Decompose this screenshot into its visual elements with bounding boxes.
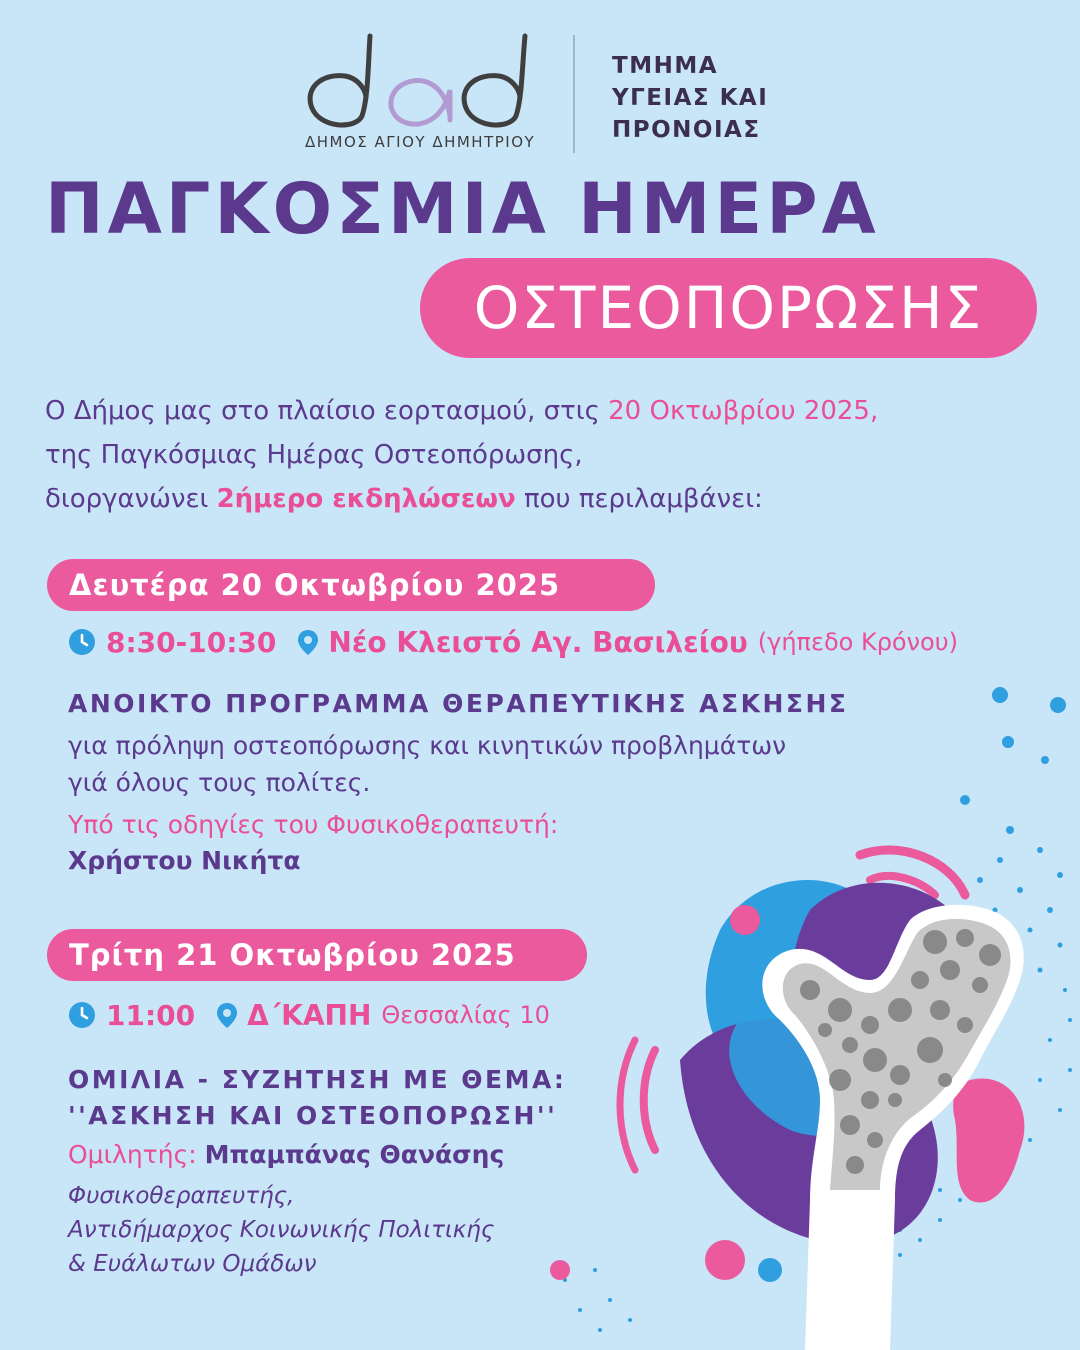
location-pin-icon	[294, 628, 322, 656]
speaker-label: Ομιλητής:	[68, 1140, 197, 1169]
municipality-logo	[300, 28, 545, 133]
intro-date: 20 Οκτωβρίου 2025,	[608, 396, 879, 426]
event2-date-pill: Τρίτη 21 Οκτωβρίου 2025	[47, 929, 587, 981]
intro-line-3	[45, 481, 763, 517]
event2-heading-2: ''ΑΣΚΗΣΗ ΚΑΙ ΟΣΤΕΟΠΟΡΩΣΗ''	[68, 1101, 558, 1130]
event1-place-note: (γήπεδο Κρόνου)	[757, 628, 958, 656]
intro-text: Ο Δήμος μας στο πλαίσιο εορτασμού, στις	[45, 396, 609, 426]
event2-speaker	[68, 1137, 504, 1173]
title-pill	[420, 258, 1037, 358]
bone-illustration	[540, 680, 1080, 1350]
department-name: ΤΜΗΜΑ ΥΓΕΙΑΣ ΚΑΙ ΠΡΟΝΟΙΑΣ	[612, 53, 769, 143]
clock-icon	[68, 628, 96, 656]
logo-caption: ΔΗΜΟΣ ΑΓΙΟΥ ΔΗΜΗΤΡΙΟΥ	[305, 133, 536, 151]
event1-description-2: γιά όλους τους πολίτες.	[68, 768, 371, 797]
event1-time: 8:30-10:30	[106, 625, 277, 659]
intro-line-2: της Παγκόσμιας Ημέρας Οστεοπόρωσης,	[45, 440, 583, 470]
event1-description-1: για πρόληψη οστεοπόρωσης και κινητικών προβλημάτων	[68, 731, 787, 760]
clock-icon	[68, 1001, 96, 1029]
page-title: ΠΑΓΚΟΣΜΙΑ ΗΜΕΡΑ	[45, 168, 880, 250]
event1-heading: ΑΝΟΙΚΤΟ ΠΡΟΓΡΑΜΜΑ ΘΕΡΑΠΕΥΤΙΚΗΣ ΑΣΚΗΣΗΣ	[68, 689, 849, 718]
header-divider	[573, 35, 575, 153]
intro-text: που περιλαμβάνει:	[515, 484, 763, 514]
event1-date-pill: Δευτέρα 20 Οκτωβρίου 2025	[47, 559, 655, 611]
event2-info-row	[68, 995, 550, 1035]
event1-guidance: Υπό τις οδηγίες του Φυσικοθεραπευτή:	[68, 810, 559, 839]
event2-heading-1: ΟΜΙΛΙΑ - ΣΥΖΗΤΗΣΗ ΜΕ ΘΕΜΑ:	[68, 1065, 567, 1094]
speaker-role-2: Αντιδήμαρχος Κοινωνικής Πολιτικής	[68, 1217, 495, 1243]
speaker-role-1: Φυσικοθεραπευτής,	[68, 1183, 295, 1209]
speaker-name: Μπαμπάνας Θανάσης	[204, 1140, 505, 1169]
event1-info-row	[68, 622, 958, 662]
event1-instructor: Χρήστου Νικήτα	[68, 846, 301, 875]
location-pin-icon	[213, 1001, 241, 1029]
event1-place: Νέο Κλειστό Αγ. Βασιλείου	[328, 625, 748, 659]
speaker-role-3: & Ευάλωτων Ομάδων	[68, 1251, 317, 1277]
intro-highlight: 2ήμερο εκδηλώσεων	[216, 484, 516, 514]
event2-place-note: Θεσσαλίας 10	[381, 1001, 550, 1029]
event2-time: 11:00	[106, 998, 196, 1032]
page-subtitle: ΟΣΤΕΟΠΟΡΩΣΗΣ	[473, 274, 984, 342]
event2-place: Δ΄ΚΑΠΗ	[247, 998, 372, 1032]
intro-line-1	[45, 393, 878, 429]
intro-text: διοργανώνει	[45, 484, 217, 514]
